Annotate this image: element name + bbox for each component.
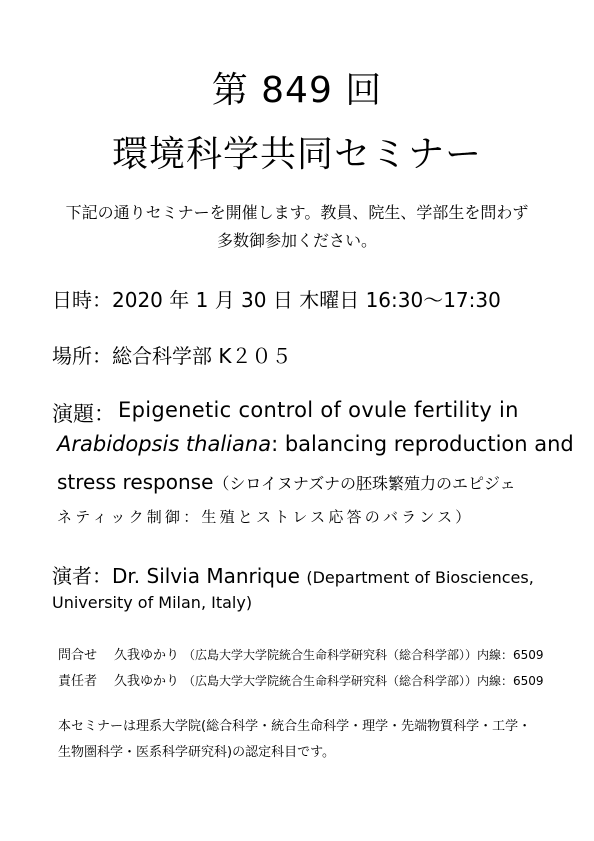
date-label: 日時： [52, 288, 112, 312]
topic-title-line2 [57, 432, 574, 456]
intro-text-line1: 下記の通りセミナーを開催します。教員、院生、学部生を問わず [65, 203, 529, 222]
topic-label: 演題： [52, 402, 115, 426]
date-value: 2020 年 1 月 30 日 木曜日 16:30〜17:30 [112, 288, 501, 312]
venue-label: 場所： [52, 344, 112, 368]
intro-text-line2: 多数御参加ください。 [216, 231, 377, 250]
topic-title-line3 [57, 470, 516, 494]
contact-inquiry [58, 644, 544, 663]
speaker-row [52, 560, 534, 589]
topic-title-line3-en: stress response [57, 470, 214, 494]
accreditation-note-line2: 生物圏科学・医系科学研究科)の認定科目です。 [58, 745, 336, 760]
venue-row [52, 340, 291, 369]
topic-title-line2-rest: : balancing reproduction and [271, 432, 574, 456]
speaker-name: Dr. Silvia Manrique [112, 564, 300, 588]
venue-value: 総合科学部 K２０５ [112, 344, 292, 368]
accreditation-note-line1: 本セミナーは理系大学院(総合科学・統合生命科学・理学・先端物質科学・工学・ [58, 719, 532, 734]
topic-title-line4-ja: ネティック制御：生殖とストレス応答のバランス） [57, 508, 474, 526]
topic-title-line3-ja: （シロイヌナズナの胚珠繁殖力のエピジェ [213, 474, 516, 493]
contact-label: 問合せ [58, 648, 98, 663]
contact-detail: （広島大学大学院統合生命科学研究科（総合科学部））内線：6509 [183, 674, 544, 688]
contact-detail: （広島大学大学院統合生命科学研究科（総合科学部））内線：6509 [183, 648, 544, 662]
speaker-label: 演者： [52, 564, 112, 588]
seminar-number-title: 第 849 回 [211, 70, 383, 111]
species-name: Arabidopsis thaliana [57, 432, 272, 456]
speaker-affiliation-part2: University of Milan, Italy) [52, 593, 253, 612]
topic-title-line1: Epigenetic control of ovule fertility in [118, 398, 519, 422]
contact-responsible [58, 670, 544, 689]
speaker-affiliation-part1: (Department of Biosciences, [306, 568, 534, 587]
contact-name: 久我ゆかり [114, 648, 180, 663]
contact-name: 久我ゆかり [114, 674, 180, 689]
contact-label: 責任者 [58, 674, 98, 689]
seminar-series-title: 環境科学共同セミナー [111, 134, 482, 175]
date-row [52, 284, 501, 313]
